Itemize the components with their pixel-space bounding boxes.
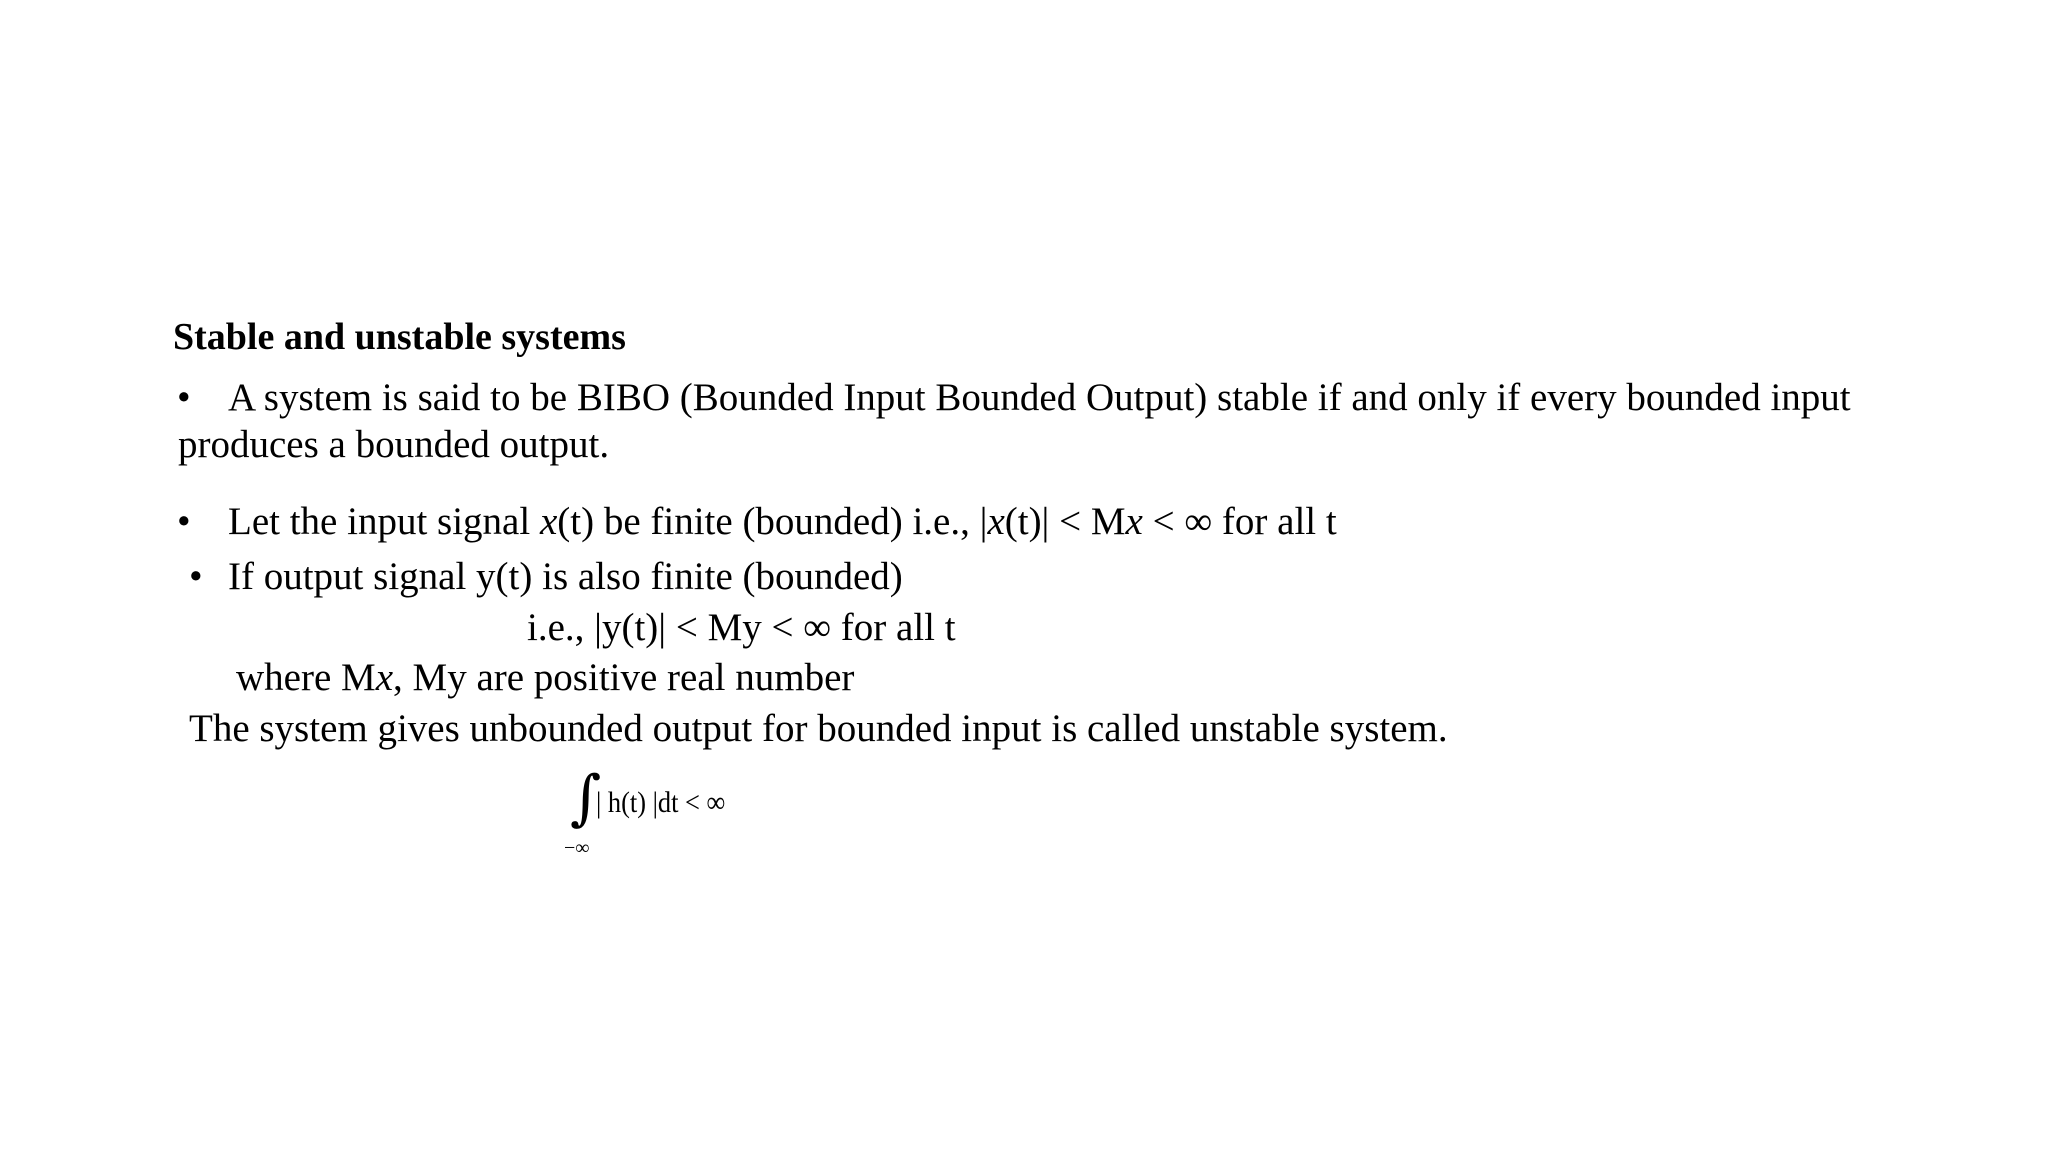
- slide-title: Stable and unstable systems: [173, 316, 626, 358]
- bullet2-part2: (t) be finite (bounded) i.e., |: [557, 500, 988, 543]
- where-part1: where M: [236, 656, 376, 699]
- bullet2-var2: x: [987, 500, 1005, 543]
- integral-sign: ∫: [570, 763, 602, 833]
- unstable-definition: The system gives unbounded output for bounded input is called unstable system.: [189, 707, 1448, 750]
- bullet-marker-2: •: [177, 500, 191, 543]
- bullet2-text: [228, 502, 1337, 541]
- formula-lower-limit: −∞: [564, 837, 590, 859]
- where-part2: , My are positive real number: [393, 656, 855, 699]
- bullet2-part4: < ∞ for all t: [1142, 500, 1337, 543]
- condition-line: i.e., |y(t)| < My < ∞ for all t: [527, 606, 956, 649]
- bullet3-text: If output signal y(t) is also finite (bounded): [228, 555, 903, 598]
- bullet1-line1: A system is said to be BIBO (Bounded Input Bounded Output) stable if and only if every bounded input: [228, 376, 1851, 419]
- where-var: x: [375, 656, 394, 699]
- where-line: [236, 658, 854, 697]
- bullet2-part3: (t)| < M: [1004, 500, 1126, 543]
- bullet-marker-1: •: [177, 376, 191, 419]
- bullet2-var3: x: [1125, 500, 1143, 543]
- bullet2-var1: x: [539, 500, 558, 543]
- bullet-marker-3: •: [189, 555, 203, 598]
- stability-integral-formula: [560, 763, 780, 862]
- bullet1-line2: produces a bounded output.: [178, 423, 610, 466]
- bullet2-part1: Let the input signal: [228, 500, 540, 543]
- formula-expression: | h(t) |dt < ∞: [596, 786, 726, 819]
